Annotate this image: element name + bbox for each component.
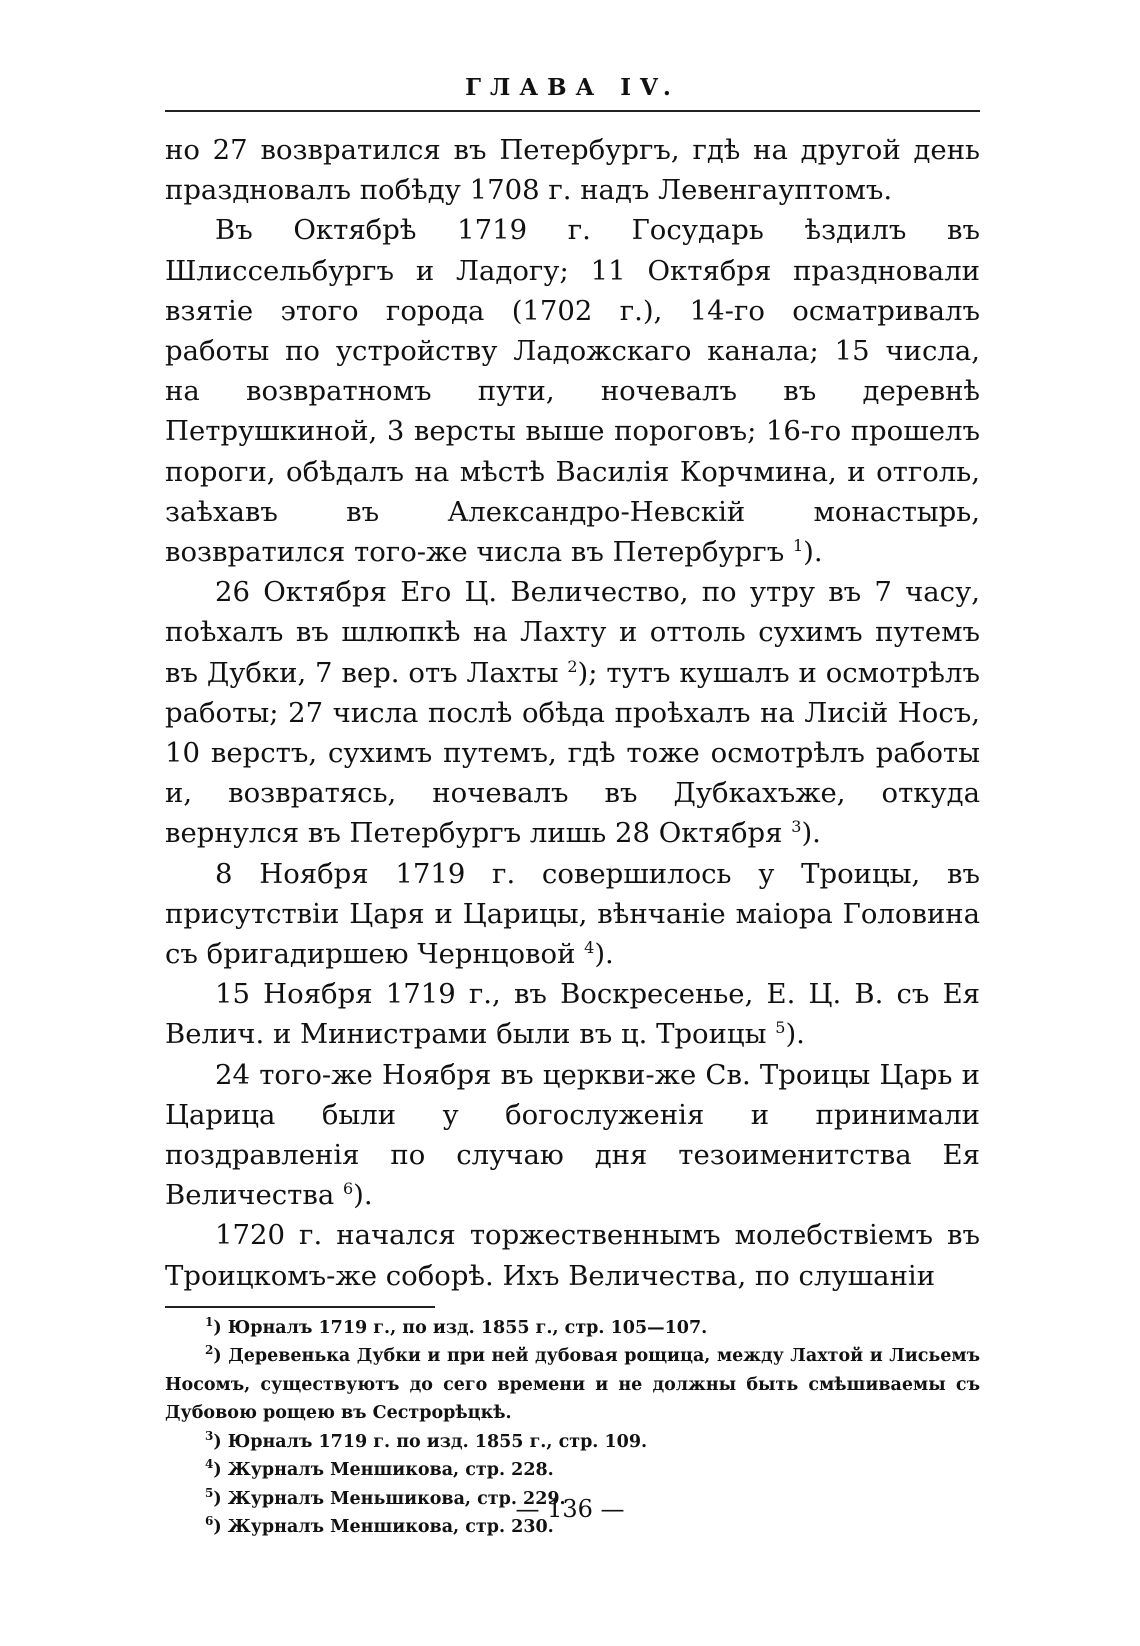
footnote-1 — [165, 1314, 980, 1343]
footnote-2 — [165, 1342, 980, 1428]
paragraph-text-end: ). — [353, 1179, 373, 1212]
paragraph-3 — [165, 572, 980, 853]
paragraph-text-end: ). — [785, 1018, 805, 1051]
page-number: — 136 — — [515, 1495, 625, 1523]
footnote-text: ) Деревенька Дубки и при ней дубовая рощица, между Лахтой и Лисьемъ Носомъ, существуютъ до сего времени и не должны быть смѣшиваемы съ Дубовою рощею въ Сестрорѣцкѣ. — [165, 1346, 980, 1424]
header-rule — [165, 110, 980, 112]
book-page — [165, 70, 980, 1542]
paragraph-2 — [165, 210, 980, 572]
paragraph-5 — [165, 974, 980, 1054]
footnote-mark: 4 — [205, 1457, 214, 1472]
footnote-ref-1[interactable]: 1 — [792, 535, 804, 555]
footnote-ref-6[interactable]: 6 — [342, 1179, 354, 1199]
footnote-4 — [165, 1456, 980, 1485]
footnote-mark: 3 — [205, 1429, 214, 1444]
footnote-3 — [165, 1428, 980, 1457]
paragraph-text: Въ Октябрѣ 1719 г. Государь ѣздилъ въ Шлиссельбургъ и Ладогу; 11 Октября праздновали взятіе этого города (1702 г.), 14-го осматривалъ работы по устройству Ладожскаго канала; 15 числа, на возвратномъ пути, ночевалъ въ деревнѣ Петрушкиной, 3 версты выше пороговъ; 16-го прошелъ пороги, обѣдалъ на мѣстѣ Василія Корчмина, и отголь, заѣхавъ въ Александро-Невскій монастырь, возвратился того-же числа въ Петербургъ — [165, 214, 980, 569]
footnote-mark: 6 — [205, 1514, 214, 1529]
footnote-rule — [165, 1306, 435, 1308]
footnote-text: ) Юрналъ 1719 г., по изд. 1855 г., стр. 105—107. — [213, 1317, 708, 1338]
paragraph-text-end: ). — [594, 938, 614, 971]
paragraph-text: 24 того-же Ноября въ церкви-же Св. Троицы Царь и Царица были у богослуженія и принимали поздравленія по случаю дня тезоименитства Ея Величества — [165, 1058, 980, 1212]
paragraph-text-mid: ); тутъ кушалъ и осмотрѣлъ работы; 27 числа послѣ обѣда проѣхалъ на Лисій Носъ, 10 верстъ, сухимъ путемъ, гдѣ тоже осмотрѣлъ работы и, возвратясь, ночевалъ въ Дубкахъже, откуда вернулся въ Петербургъ лишь 28 Октября — [165, 656, 980, 850]
paragraph-text: 15 Ноября 1719 г., въ Воскресенье, Е. Ц. В. съ Ея Велич. и Министрами были въ ц. Троицы — [165, 978, 980, 1051]
footnote-text: ) Журналъ Меншикова, стр. 230. — [213, 1517, 554, 1538]
footnote-ref-3[interactable]: 3 — [791, 817, 802, 837]
footnote-text: ) Журналъ Меншикова, стр. 228. — [213, 1460, 554, 1481]
footnote-ref-2[interactable]: 2 — [567, 656, 578, 676]
paragraph-4 — [165, 854, 980, 975]
footnote-text: ) Юрналъ 1719 г. по изд. 1855 г., стр. 109. — [213, 1431, 648, 1452]
paragraph-text: 26 Октября Его Ц. Величество, по утру въ 7 часу, поѣхалъ въ шлюпкѣ на Лахту и оттоль сухимъ путемъ въ Дубки, 7 вер. отъ Лахты — [165, 576, 980, 689]
footnote-mark: 2 — [205, 1343, 214, 1358]
paragraph-6 — [165, 1055, 980, 1216]
paragraph-text: 1720 г. начался торжественнымъ молебствіемъ въ Троицкомъ-же соборѣ. Ихъ Величества, по слушаніи — [165, 1219, 980, 1292]
footnote-ref-5[interactable]: 5 — [775, 1018, 786, 1038]
paragraph-text-end: ). — [803, 536, 823, 569]
paragraph-text: 8 Ноября 1719 г. совершилось у Троицы, въ присутствіи Царя и Царицы, вѣнчаніе маіора Головина съ бригадиршею Чернцовой — [165, 857, 980, 971]
running-head: ГЛАВА IV. — [465, 74, 680, 101]
footnote-text: ) Журналъ Меньшикова, стр. 229. — [213, 1488, 566, 1509]
body-text — [165, 130, 980, 1296]
paragraph-text-end: ). — [801, 817, 821, 850]
footnote-ref-4[interactable]: 4 — [584, 937, 595, 957]
footnote-mark: 1 — [205, 1315, 214, 1330]
paragraph-7 — [165, 1215, 980, 1295]
footnote-mark: 5 — [205, 1486, 214, 1501]
paragraph-1 — [165, 130, 980, 210]
paragraph-text: но 27 возвратился въ Петербургъ, гдѣ на другой день праздновалъ побѣду 1708 г. надъ Левенгауптомъ. — [165, 134, 980, 207]
